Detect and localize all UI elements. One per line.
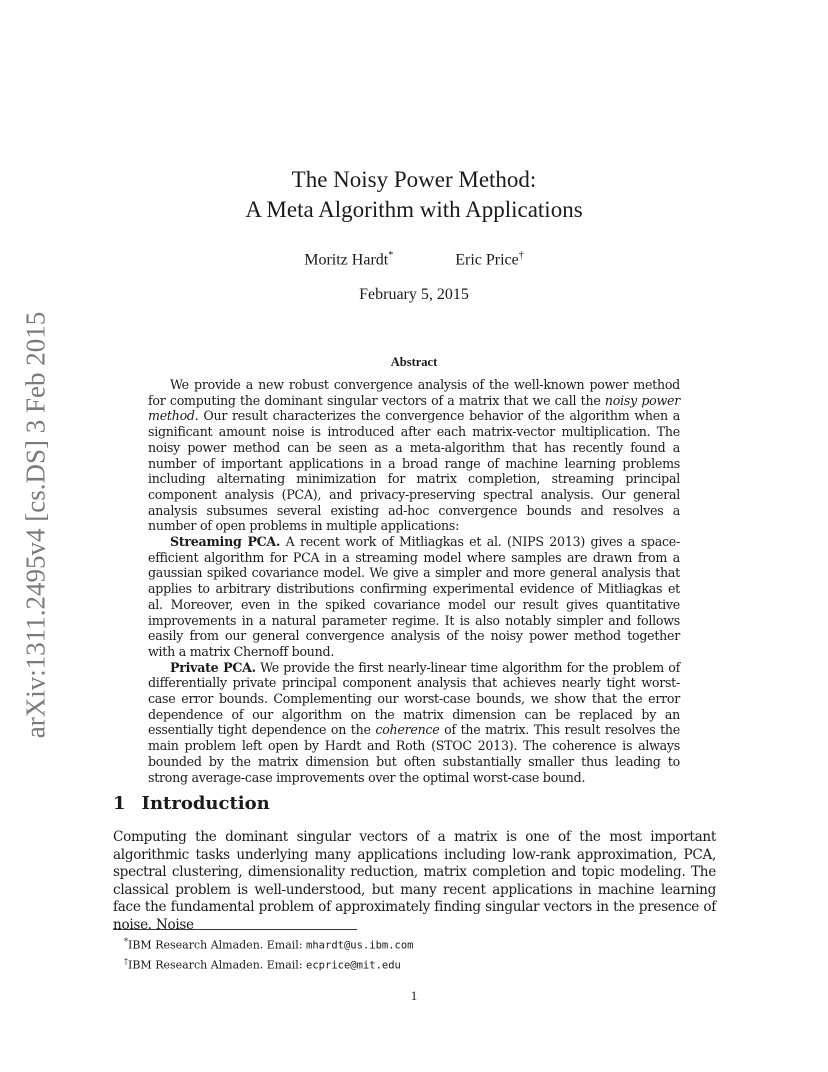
author-name: Eric Price	[455, 251, 519, 269]
page-number: 1	[410, 988, 418, 1003]
section-heading-introduction	[113, 793, 270, 814]
footnote-1	[124, 934, 414, 954]
paragraph-lead: Streaming PCA.	[170, 534, 281, 550]
author-hardt	[304, 250, 393, 269]
abstract-paragraph-1	[148, 377, 680, 534]
section-number: 1	[113, 793, 126, 814]
footnote-mark: †	[124, 956, 128, 966]
author-name: Moritz Hardt	[304, 251, 389, 269]
footnote-divider	[113, 929, 357, 930]
abstract-text: of the matrix. This result resolves the main problem left open by Hardt and Roth (STOC 2013). The coherence is always bounded by the matrix dimension but often substantially smaller thus leading to strong average-case improvements over the optimal worst-case bound.	[148, 722, 680, 785]
title-line-1: The Noisy Power Method:	[291, 167, 537, 192]
paragraph-lead: Private PCA.	[170, 659, 256, 675]
abstract-text: . Our result characterizes the convergence behavior of the algorithm when a significant amount noise is introduced after each matrix-vector multiplication. The noisy power method can be seen as a meta-algorithm that has recently found a number of important applications in a broad range of machine learning problems including alternating minimization for matrix completion, streaming principal component analysis (PCA), and privacy-preserving spectral analysis. Our general analysis subsumes several existing ad-hoc convergence bounds and resolves a number of open problems in multiple applications:	[148, 408, 680, 534]
abstract-text: A recent work of Mitliagkas et al. (NIPS 2013) gives a space-efficient algorithm for PCA in a streaming model where samples are drawn from a gaussian spiked covariance model. We give a simpler and more general analysis that applies to arbitrary distributions confirming experimental evidence of Mitliagkas et al. Moreover, even in the spiked covariance model our result gives quantitative improvements in a natural parameter regime. It is also notably simpler and follows easily from our general convergence analysis of the noisy power method together with a matrix Chernoff bound.	[148, 534, 680, 659]
author-mark: †	[518, 250, 524, 261]
arxiv-stamp: arXiv:1311.2495v4 [cs.DS] 3 Feb 2015	[20, 311, 51, 739]
abstract-heading: Abstract	[390, 355, 438, 369]
author-list	[0, 250, 828, 269]
title-line-2: A Meta Algorithm with Applications	[245, 197, 583, 222]
abstract-paragraph-private-pca	[148, 660, 680, 786]
footnotes	[124, 934, 414, 973]
footnote-email[interactable]: ecprice@mit.edu	[306, 959, 401, 972]
abstract-emphasis: coherence	[375, 722, 440, 738]
footnote-mark: *	[124, 937, 128, 946]
abstract-body	[148, 377, 680, 785]
abstract-paragraph-streaming-pca	[148, 534, 680, 660]
footnote-2	[124, 954, 414, 974]
footnote-text: IBM Research Almaden. Email:	[128, 958, 307, 972]
author-mark: *	[388, 250, 394, 261]
section-title: Introduction	[141, 793, 270, 814]
introduction-paragraph: Computing the dominant singular vectors of a matrix is one of the most important algorithmic tasks underlying many applications including low-rank approximation, PCA, spectral clustering, dimensionality reduction, matrix completion and topic modeling. The classical problem is well-understood, but many recent applications in machine learning face the fundamental problem of approximately finding singular vectors in the presence of noise. Noise	[113, 829, 716, 933]
abstract-emphasis: noisy power method	[148, 392, 680, 424]
paper-title	[0, 165, 828, 225]
footnote-text: IBM Research Almaden. Email:	[128, 938, 307, 952]
footnote-email[interactable]: mhardt@us.ibm.com	[306, 939, 414, 952]
abstract-text: We provide a new robust convergence analysis of the well-known power method for computing the dominant singular vectors of a matrix that we call the	[148, 377, 680, 408]
abstract-text: We provide the first nearly-linear time algorithm for the problem of differentially private principal component analysis that achieves nearly tight worst-case error bounds. Complementing our worst-case bounds, we show that the error dependence of our algorithm on the matrix dimension can be replaced by an essentially tight dependence on the	[148, 659, 681, 738]
author-price	[455, 250, 524, 269]
paper-date: February 5, 2015	[359, 286, 469, 303]
